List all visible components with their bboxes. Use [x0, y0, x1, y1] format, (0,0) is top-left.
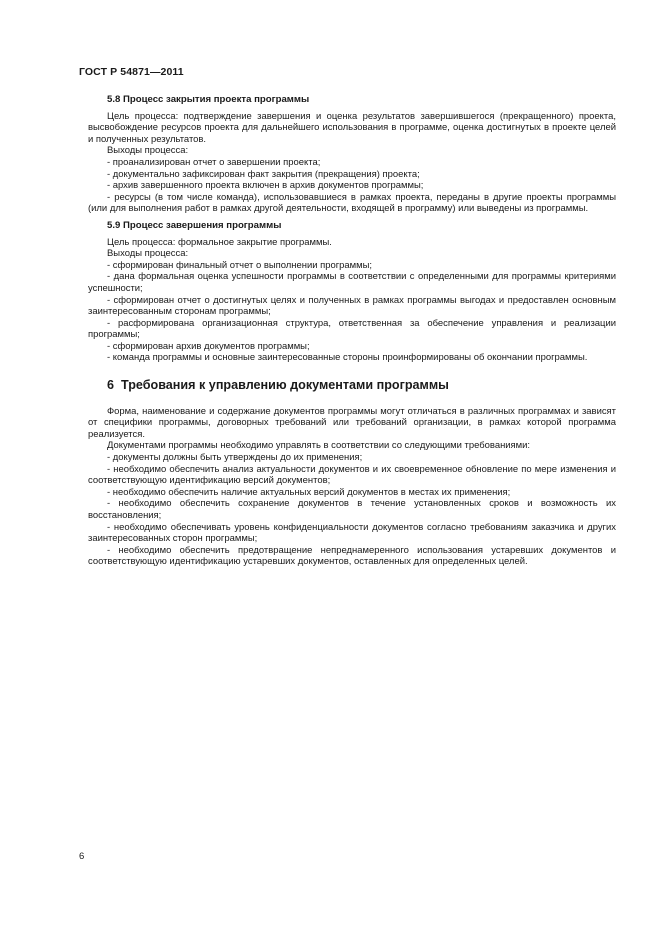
- list-item: - ресурсы (в том числе команда), использовавшиеся в рамках проекта, переданы в другие проекты программы (или для выполнения работ в рамках другой деятельности, входящей в программу) или выведены из программы.: [88, 191, 616, 215]
- list-item: - расформирована организационная структура, ответственная за обеспечение управления и реализации программы;: [88, 317, 616, 341]
- list-item: - сформирован архив документов программы;: [107, 340, 310, 352]
- paragraph: Выходы процесса:: [107, 145, 189, 157]
- list-item: - необходимо обеспечивать уровень конфиденциальности документов согласно требованиям заказчика и других заинтересованных сторон программы;: [88, 521, 616, 545]
- section-5-8-body: [88, 111, 616, 215]
- section-6-title: Требования к управлению документами программы: [121, 378, 449, 393]
- document-body: [88, 94, 616, 568]
- list-item: - архив завершенного проекта включен в архив документов программы;: [107, 180, 424, 192]
- section-5-9-title: 5.9 Процесс завершения программы: [107, 219, 282, 231]
- section-6-body: [88, 406, 616, 568]
- list-item: - сформирован финальный отчет о выполнении программы;: [107, 259, 373, 271]
- list-item: - команда программы и основные заинтересованные стороны проинформированы об окончании программы.: [107, 352, 588, 364]
- paragraph: Выходы процесса:: [107, 248, 189, 260]
- document-header-code: ГОСТ Р 54871—2011: [79, 66, 184, 78]
- list-item: - сформирован отчет о достигнутых целях и полученных в рамках программы выгодах и предоставлен основным заинтересованным сторонам программы;: [88, 294, 616, 318]
- section-6-number: 6: [107, 378, 115, 393]
- paragraph: Документами программы необходимо управлять в соответствии со следующими требованиями:: [107, 440, 531, 452]
- section-6-heading: [88, 380, 616, 392]
- list-item: - необходимо обеспечить предотвращение непреднамеренного использования устаревших документов и соответствующую идентификацию устаревших документов, оставленных для определенных целей.: [88, 544, 616, 568]
- list-item: - необходимо обеспечить сохранение документов в течение установленных сроков и возможность их восстановления;: [88, 498, 616, 521]
- list-item: - дана формальная оценка успешности программы в соответствии с определенными для программы критериями успешности;: [88, 271, 616, 294]
- list-item: - необходимо обеспечить наличие актуальных версий документов в местах их применения;: [107, 486, 511, 498]
- paragraph: Форма, наименование и содержание документов программы могут отличаться в различных программах и зависят от специфики программы, договорных требований или требований организации, в рамках которой программа реализуется.: [88, 405, 616, 440]
- list-item: - документально зафиксирован факт закрытия (прекращения) проекта;: [107, 168, 420, 180]
- paragraph: Цель процесса: формальное закрытие программы.: [107, 236, 332, 248]
- list-item: - необходимо обеспечить анализ актуальности документов и их своевременное обновление по мере изменения и соответствующую идентификацию версий документов;: [88, 463, 616, 487]
- section-5-9-body: [88, 237, 616, 365]
- list-item: - документы должны быть утверждены до их применения;: [107, 452, 363, 464]
- page-number: 6: [79, 851, 85, 862]
- paragraph: Цель процесса: подтверждение завершения и оценка результатов завершившегося (прекращенного) проекта, высвобождение ресурсов проекта для дальнейшего использования в программе, оценка достигнутых в проекте целей и полученных результатов.: [88, 110, 616, 145]
- section-5-8-title: 5.8 Процесс закрытия проекта программы: [107, 94, 310, 105]
- list-item: - проанализирован отчет о завершении проекта;: [107, 156, 321, 168]
